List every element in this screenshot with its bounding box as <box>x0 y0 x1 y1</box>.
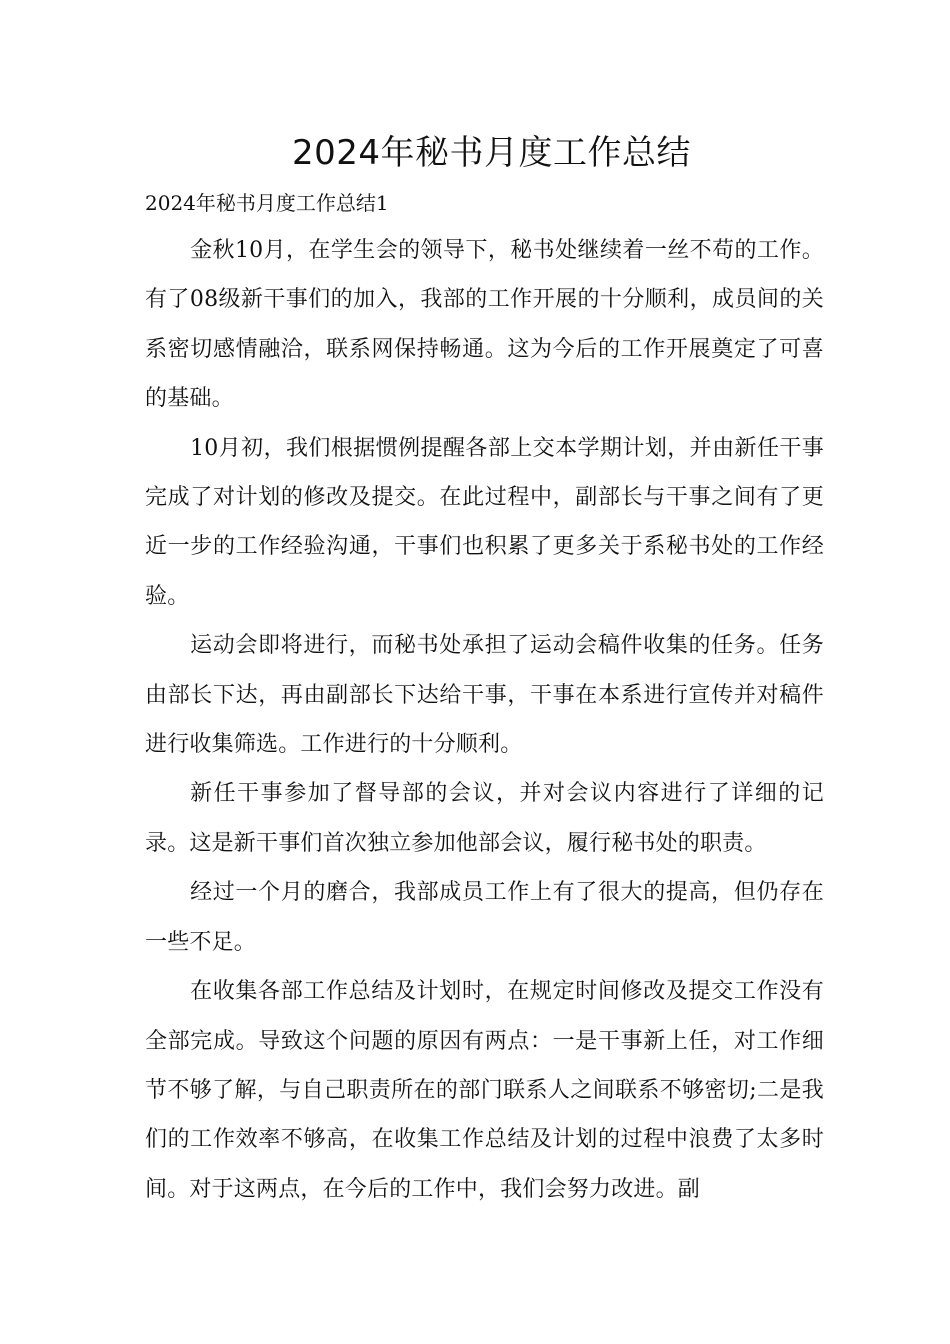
paragraph-3: 运动会即将进行，而秘书处承担了运动会稿件收集的任务。任务由部长下达，再由副部长下达给干事，干事在本系进行宣传并对稿件进行收集筛选。工作进行的十分顺利。 <box>145 633 824 758</box>
document-title: 2024年秘书月度工作总结 <box>291 133 692 173</box>
paragraph-5: 经过一个月的磨合，我部成员工作上有了很大的提高，但仍存在一些不足。 <box>145 880 824 955</box>
paragraph-2: 10月初，我们根据惯例提醒各部上交本学期计划，并由新任干事完成了对计划的修改及提交。在此过程中，副部长与干事之间有了更近一步的工作经验沟通，干事们也积累了更多关于系秘书处的工作经验。 <box>145 435 824 609</box>
document-subtitle: 2024年秘书月度工作总结1 <box>145 191 389 215</box>
paragraph-4: 新任干事参加了督导部的会议，并对会议内容进行了详细的记录。这是新干事们首次独立参加他部会议，履行秘书处的职责。 <box>145 781 824 856</box>
paragraph-1: 金秋10月，在学生会的领导下，秘书处继续着一丝不苟的工作。有了08级新干事们的加入，我部的工作开展的十分顺利，成员间的关系密切感情融洽，联系网保持畅通。这为今后的工作开展奠定了可喜的基础。 <box>145 238 824 412</box>
paragraph-6: 在收集各部工作总结及计划时，在规定时间修改及提交工作没有全部完成。导致这个问题的原因有两点：一是干事新上任，对工作细节不够了解，与自己职责所在的部门联系人之间联系不够密切;二是我们的工作效率不够高，在收集工作总结及计划的过程中浪费了太多时间。对于这两点，在今后的工作中，我们会努力改进。副 <box>145 979 824 1202</box>
document-body <box>145 226 824 1214</box>
